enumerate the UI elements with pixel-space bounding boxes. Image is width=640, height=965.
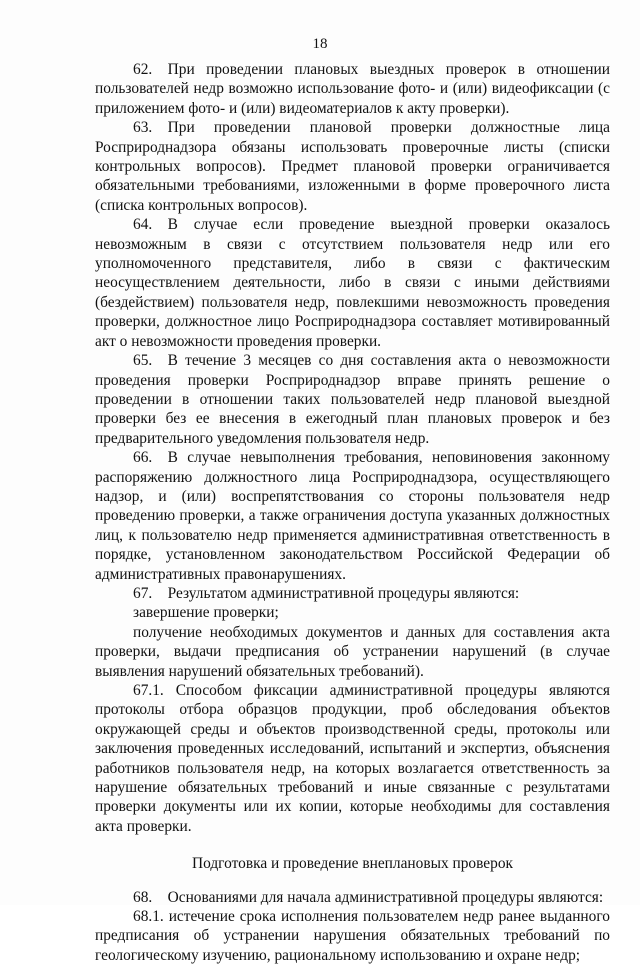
page-number: 18 [312,36,328,52]
paragraph-68-1: 68.1. истечение срока исполнения пользователем недр ранее выданного предписания об устранении нарушения обязательных требований по геологическому изучению, рациональному использованию и охране недр; [95,908,610,964]
document-body [95,60,610,965]
paragraph-65: 65. В течение 3 месяцев со дня составления акта о невозможности проведения проверки Росприроднадзор вправе принять решение о проведении в отношении таких пользователей недр плановой выездной проверки без ее внесения в ежегодный план плановых проверок и без предварительного уведомления пользователя недр. [95,352,610,447]
paragraph-67-1: 67.1. Способом фиксации административной процедуры являются протоколы отбора образцов продукции, проб обследования объектов окружающей среды и объектов производственной среды, протоколы или заключения проведенных исследований, испытаний и экспертиз, объяснения работников пользователя недр, на которых возлагается ответственность за нарушение обязательных требований и иные связанные с результатами проверки документы или их копии, которые необходимы для составления акта проверки. [95,682,610,835]
paragraph-63: 63. При проведении плановой проверки должностные лица Росприроднадзора обязаны использовать проверочные листы (списки контрольных вопросов). Предмет плановой проверки ограничивается обязательными требованиями, изложенными в форме проверочного листа (списка контрольных вопросов). [95,119,610,214]
paragraph-66: 66. В случае невыполнения требования, неповиновения законному распоряжению должностного лица Росприроднадзора, осуществляющего надзор, и (или) воспрепятствования со стороны пользователя недр проведению проверки, а также ограничения доступа указанных должностных лиц, к пользователю недр применяется административная ответственность в порядке, установленном законодательством Российской Федерации об административных правонарушениях. [95,449,610,583]
paragraph-62: 62. При проведении плановых выездных проверок в отношении пользователей недр возможно использование фото- и (или) видеофиксации (с приложением фото- и (или) видеоматериалов к акту проверки). [95,61,610,117]
paragraph-67-item-1: завершение проверки; [133,604,279,622]
paragraph-67: 67. Результатом административной процедуры являются: [133,584,520,602]
paragraph-67-item-2: получение необходимых документов и данных для составления акта проверки, выдачи предписания об устранении нарушений (в случае выявления нарушений обязательных требований). [95,623,610,680]
paragraph-64: 64. В случае если проведение выездной проверки оказалось невозможным в связи с отсутствием пользователя недр или его уполномоченного представителя, либо в связи с фактическим неосуществлением деятельности, либо в связи с иными действиями (бездействием) пользователя недр, повлекшими невозможность проведения проверки, должностное лицо Росприроднадзора составляет мотивированный акт о невозможности проведения проверки. [95,216,610,350]
section-heading: Подготовка и проведение внеплановых проверок [191,855,514,873]
paragraph-68: 68. Основаниями для начала административной процедуры являются: [133,888,604,906]
